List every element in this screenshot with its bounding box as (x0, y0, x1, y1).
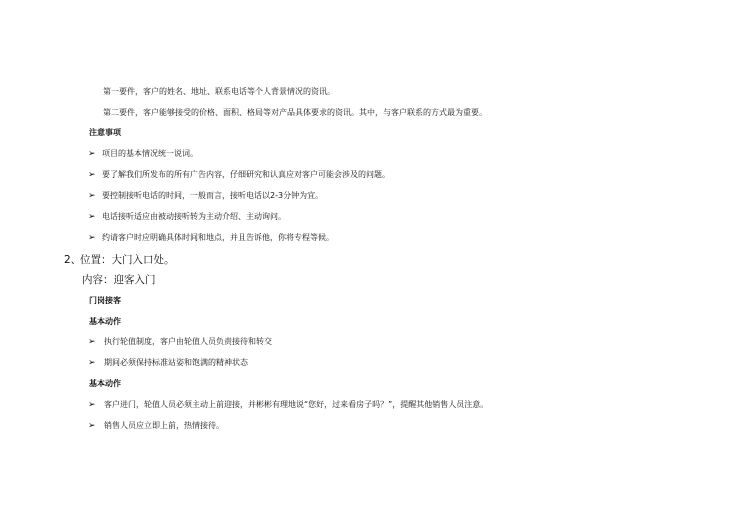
notes-heading: 注意事项 (89, 128, 121, 137)
basic-actions-heading: 基本动作 (89, 379, 121, 388)
basic-actions-heading: 基本动作 (89, 317, 121, 326)
arrow-bullet-icon: ➢ (88, 358, 96, 368)
section-2-content: 内容：迎客入门 (82, 274, 156, 286)
note-item: 要控制接听电话的时间，一般而言，接听电话以2-3分钟为宜。 (102, 191, 324, 200)
requirement-2-text: 第二要件，客户能够接受的价格、面积、格局等对产品具体要求的资讯。其中，与客户联系的方式最为重要。 (103, 108, 487, 117)
arrow-bullet-icon: ➢ (88, 400, 96, 410)
arrow-bullet-icon: ➢ (88, 421, 96, 431)
section-2-position: 位置：大门入口处。 (80, 254, 175, 266)
requirement-1-text: 第一要件，客户的姓名、地址、联系电话等个人背景情况的资讯。 (103, 87, 335, 96)
arrow-bullet-icon: ➢ (88, 149, 96, 159)
arrow-bullet-icon: ➢ (88, 191, 96, 201)
basic-action-item: 期间必须保持标准站姿和饱满的精神状态 (104, 358, 248, 367)
note-item: 项目的基本情况统一说词。 (102, 149, 198, 158)
section-2-number: 2、 (64, 254, 82, 266)
arrow-bullet-icon: ➢ (88, 337, 96, 347)
note-item: 电话接听适应由被动接听转为主动介绍、主动询问。 (102, 212, 286, 221)
arrow-bullet-icon: ➢ (88, 170, 96, 180)
basic-action-item: 销售人员应立即上前，热情接待。 (104, 421, 224, 430)
arrow-bullet-icon: ➢ (88, 212, 96, 222)
gate-reception-heading: 门岗接客 (89, 296, 121, 305)
note-item: 约请客户时应明确具体时间和地点，并且告诉他，你将专程等候。 (102, 233, 334, 242)
note-item: 要了解我们所发布的所有广告内容，仔细研究和认真应对客户可能会涉及的问题。 (102, 170, 390, 179)
basic-action-item: 执行轮值制度，客户由轮值人员负责接待和转交 (104, 337, 272, 346)
basic-action-item: 客户进门，轮值人员必须主动上前迎接，并彬彬有理地说“您好，过来看房子吗？”，提醒其他销售人员注意。 (104, 400, 489, 409)
arrow-bullet-icon: ➢ (88, 233, 96, 243)
